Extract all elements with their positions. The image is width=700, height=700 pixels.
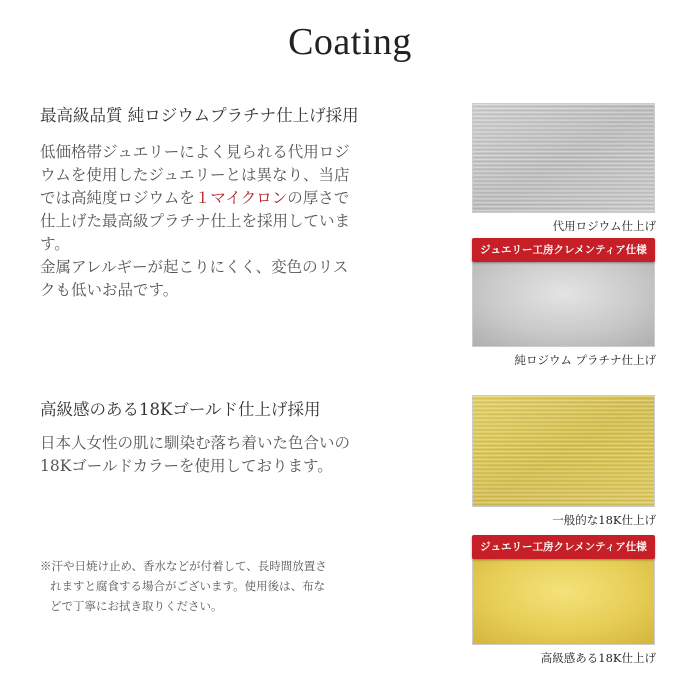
clementia-badge: ジュエリー工房クレメンティア仕様: [472, 238, 655, 262]
body-line: クも低いお品です。: [40, 281, 179, 299]
clementia-badge: ジュエリー工房クレメンティア仕様: [472, 535, 655, 559]
body-line: 18Kゴールドカラーを使用しております。: [40, 457, 333, 475]
swatch-pure-rhodium: [472, 250, 655, 347]
swatch-standard-18k: [472, 395, 655, 507]
swatch-caption: 高級感ある18K仕上げ: [540, 651, 656, 665]
swatch-caption: 純ロジウム プラチナ仕上げ: [514, 353, 656, 367]
body-line-end: の厚さで: [287, 189, 350, 207]
note-line: どで丁寧にお拭き取りください。: [50, 599, 223, 613]
swatch-premium-18k: [472, 547, 655, 645]
body-line: [40, 187, 412, 210]
section-gold-body: [40, 432, 412, 478]
swatch-caption: 代用ロジウム仕上げ: [552, 219, 656, 233]
swatch-substitute-rhodium: [472, 103, 655, 213]
body-line: す。: [40, 235, 70, 253]
body-line-start: では高純度ロジウムを: [40, 189, 195, 207]
body-line: ウムを使用したジュエリーとは異なり、当店: [40, 166, 350, 184]
body-line: 低価格帯ジュエリーによく見られる代用ロジ: [40, 143, 350, 161]
note-line: れますと腐食する場合がございます。使用後は、布な: [50, 579, 326, 593]
page-title: Coating: [288, 21, 412, 63]
care-note: [40, 556, 400, 616]
section-rhodium-heading: 最高級品質 純ロジウムプラチナ仕上げ採用: [40, 106, 359, 125]
section-rhodium-body: [40, 141, 412, 302]
note-line: ※汗や日焼け止め、香水などが付着して、長時間放置さ: [40, 559, 327, 573]
body-line: 日本人女性の肌に馴染む落ち着いた色合いの: [40, 434, 351, 452]
section-gold-heading: 高級感のある18Kゴールド仕上げ採用: [40, 400, 321, 419]
swatch-caption: 一般的な18K仕上げ: [552, 513, 656, 527]
body-line: 金属アレルギーが起こりにくく、変色のリス: [40, 258, 349, 276]
body-line: 仕上げた最高級プラチナ仕上を採用していま: [40, 212, 351, 230]
thickness-highlight: １マイクロン: [194, 189, 288, 207]
